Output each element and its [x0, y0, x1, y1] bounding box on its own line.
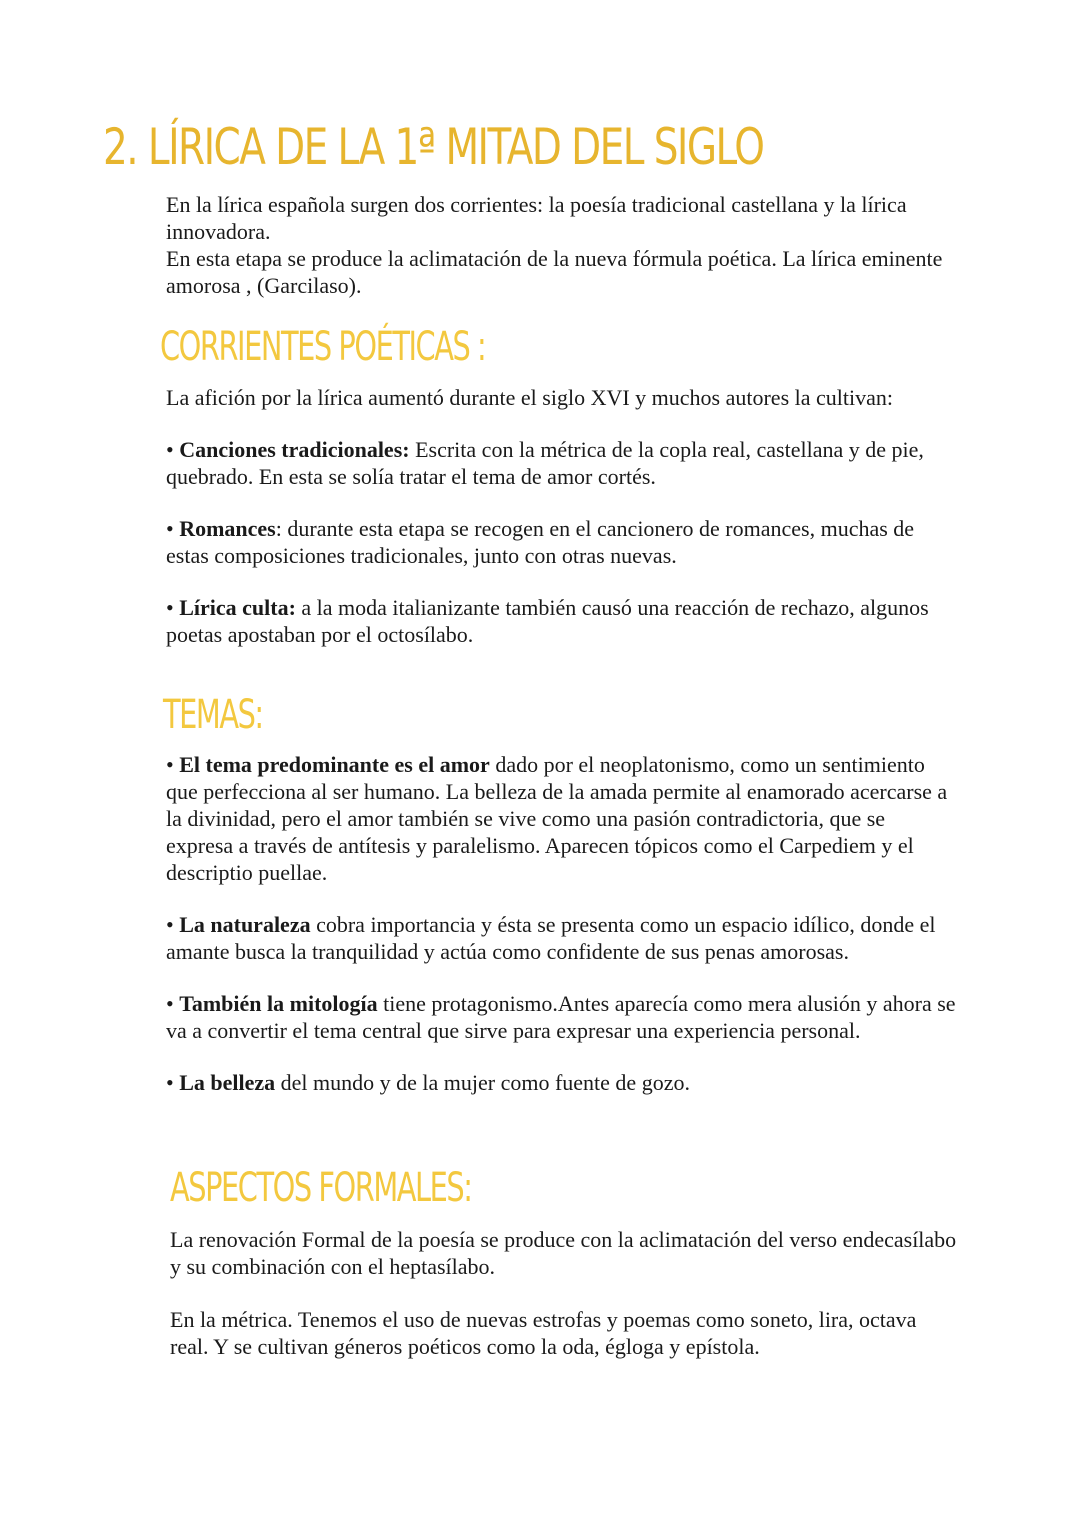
bullet-text: a la moda italianizante también causó una reacción de rechazo, algunos poetas apostaban por el octosílabo.: [166, 595, 929, 647]
bullet-text: : durante esta etapa se recogen en el cancionero de romances, muchas de estas composiciones tradicionales, junto con otras nuevas.: [166, 516, 915, 568]
list-item-belleza: [166, 1069, 956, 1096]
section-heading-corrientes: CORRIENTES POÉTICAS :: [160, 324, 486, 370]
list-item-romances: [166, 515, 956, 569]
bullet-text: Escrita con la métrica de la copla real, castellana y de pie, quebrado. En esta se solía tratar el tema de amor cortés.: [166, 437, 924, 489]
intro-paragraph-1: En la lírica española surgen dos corrientes: la poesía tradicional castellana y la lírica innovadora.: [166, 192, 907, 244]
aspectos-paragraph-1: La renovación Formal de la poesía se produce con la aclimatación del verso endecasílabo y su combinación con el heptasílabo.: [170, 1227, 957, 1279]
section-heading-temas: TEMAS:: [163, 692, 263, 738]
intro-section: [166, 191, 956, 299]
list-item-naturaleza: [166, 911, 956, 965]
bullet-text: dado por el neoplatonismo, como un sentimiento que perfecciona al ser humano. La belleza de la amada permite al enamorado acercarse a la divinidad, pero el amor también se vive como una pasión contradictoria, que se expresa a través de antítesis y paralelismo. Aparecen tópicos como el Carpediem y el descriptio puellae.: [166, 752, 948, 885]
bullet-term: La naturaleza: [179, 912, 311, 937]
bullet-text: cobra importancia y ésta se presenta como un espacio idílico, donde el amante busca la tranquilidad y actúa como confidente de sus penas amorosas.: [166, 912, 936, 964]
section-heading-aspectos: ASPECTOS FORMALES:: [170, 1165, 472, 1211]
intro-paragraph-2: En esta etapa se produce la aclimatación de la nueva fórmula poética. La lírica eminente amorosa , (Garcilaso).: [166, 246, 943, 298]
bullet-term: Lírica culta:: [179, 595, 296, 620]
bullet-icon: •: [166, 1070, 174, 1095]
bullet-term: El tema predominante es el amor: [179, 752, 490, 777]
bullet-text: tiene protagonismo.Antes aparecía como mera alusión y ahora se va a convertir el tema central que sirve para expresar una experiencia personal.: [166, 991, 956, 1043]
list-item-lirica-culta: [166, 594, 956, 648]
bullet-text: del mundo y de la mujer como fuente de gozo.: [275, 1070, 690, 1095]
bullet-term: Canciones tradicionales:: [179, 437, 410, 462]
bullet-icon: •: [166, 437, 174, 462]
aspectos-paragraph-2: En la métrica. Tenemos el uso de nuevas estrofas y poemas como soneto, lira, octava real. Y se cultivan géneros poéticos como la oda, égloga y epístola.: [170, 1307, 917, 1359]
corrientes-section: [166, 384, 956, 648]
bullet-term: La belleza: [179, 1070, 276, 1095]
list-item-canciones: [166, 436, 956, 490]
aspectos-section: [170, 1226, 960, 1360]
bullet-icon: •: [166, 912, 174, 937]
corrientes-intro: La afición por la lírica aumentó durante el siglo XVI y muchos autores la cultivan:: [166, 385, 893, 410]
temas-section: [166, 751, 956, 1096]
bullet-icon: •: [166, 752, 174, 777]
list-item-amor: [166, 751, 956, 886]
page-title: 2. LÍRICA DE LA 1ª MITAD DEL SIGLO: [103, 118, 764, 176]
bullet-icon: •: [166, 516, 174, 541]
bullet-term: Romances: [179, 516, 276, 541]
bullet-term: También la mitología: [179, 991, 378, 1016]
bullet-icon: •: [166, 991, 174, 1016]
bullet-icon: •: [166, 595, 174, 620]
list-item-mitologia: [166, 990, 956, 1044]
